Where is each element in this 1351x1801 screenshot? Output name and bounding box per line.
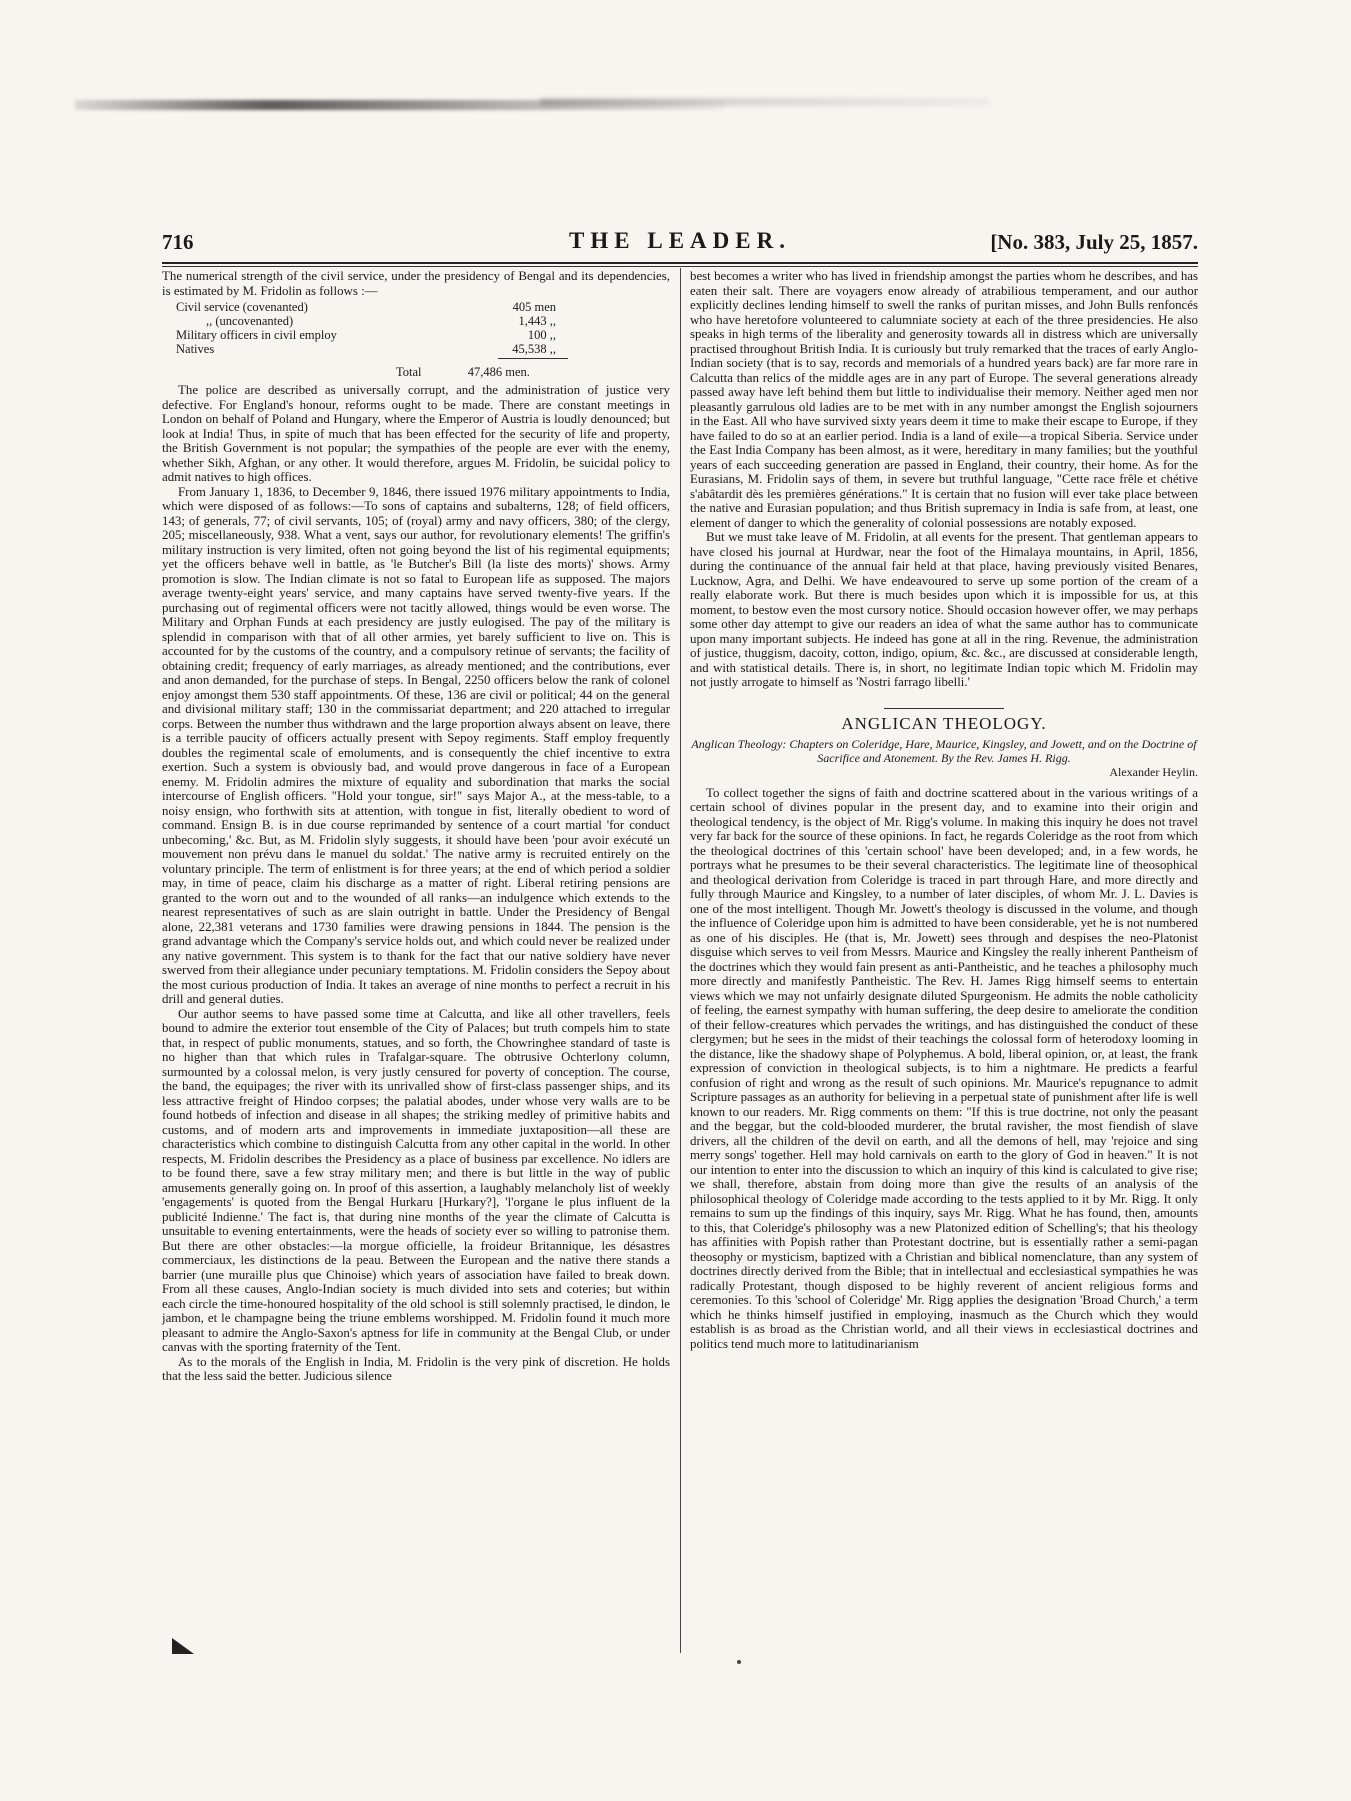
paragraph: From January 1, 1836, to December 9, 1846, there issued 1976 military appointments to India, which were disposed of as follows:—To sons of captains and subalterns, 128; of field officers, 143; of generals, 77; of civil servants, 105; of (royal) army and navy officers, 380; of the clergy, 205; miscellaneously, 938. What a vent, says our author, for revolutionary elements! The griffin's military instruction is very limited, often not going beyond the list of his regimental equipments; yet the officers behave well in battle, as 'le Butcher's Bill (la liste des morts)' shows. Army promotion is slow. The Indian climate is not so fatal to European life as supposed. The majors average twenty-eight years' service, and many captains have served twenty-five years. If the purchasing out of regimental officers were not tacitly allowed, things would be even worse. The Military and Orphan Funds at each presidency are justly eulogised. The pay of the military is splendid in comparison with that of all other armies, yet barely sufficient to live on. This is accounted for by the customs of the country, and a compulsory retinue of servants; the facility of obtaining credit; frequency of early marriages, as already mentioned; and the contributions, ever and anon demanded, for the purchase of steps. In Bengal, 2250 officers below the rank of colonel enjoy amongst them 530 staff appointments. Of these, 136 are civil or political; 44 on the general and divisional military staff; 130 in the commissariat department; and 220 attached to irregular corps. Between the number thus withdrawn and the large proportion always absent on leave, there is a terrible paucity of officers actually present with Sepoy regiments. Staff employ frequently doubles the regimental scale of emoluments, and is consequently the chief incentive to extra exertion. Such a system is obviously bad, and would prove dangerous in face of a European enemy. M. Fridolin admires the mixture of equality and subordination that marks the social intercourse of English officers. "Hold your tongue, sir!" says Major A., at the mess-table, to a noisy ensign, who forthwith sits at attention, with tongue in fist, literally obedient to word of command. Ensign B. is in due course reprimanded by sentence of a court martial 'for conduct unbecoming,' &c. But, as M. Fridolin slyly suggests, it should have been 'pour avoir exécuté un mouvement non prévu dans le manuel du soldat.' The native army is recruited entirely on the voluntary principle. The term of enlistment is for three years; at the end of which period a soldier may, in time of peace, claim his discharge as a matter of right. Liberal retiring pensions are granted to the worn out and to the wounded of all ranks—an indulgence which extends to the nearest representatives of such as are slain outright in battle. Under the Presidency of Bengal alone, 22,381 veterans and 1730 families were drawing pensions in 1844. The pension is the grand advantage which the Company's service holds out, and which could never be realized under any native government. This system is to thank for the fact that our native soldiery have never swerved from their allegiance under pecuniary temptations. M. Fridolin considers the Sepoy about the most curious production of India. It takes an average of nine months to perfect a recruit in his drill and general duties. (162, 484, 670, 1006)
margin-mark-icon (170, 1636, 196, 1656)
stats-total (396, 365, 670, 379)
page-number: 716 (162, 230, 194, 254)
column-divider (680, 268, 681, 1653)
stats-table (176, 300, 670, 379)
stats-label: Civil service (covenanted) (176, 300, 308, 314)
stats-label: Military officers in civil employ (176, 328, 337, 342)
masthead: THE LEADER. (569, 228, 791, 253)
stats-value: 100 ,, (527, 328, 556, 342)
review-reference: Anglican Theology: Chapters on Coleridge, Hare, Maurice, Kingsley, and Jowett, and on the Doctrine of Sacrifice and Atonement. By the Rev. James H. Rigg. (691, 737, 1197, 765)
stats-value: 1,443 ,, (518, 314, 556, 328)
section-title: ANGLICAN THEOLOGY. (841, 713, 1047, 733)
paragraph: But we must take leave of M. Fridolin, at all events for the present. That gentleman appears to have closed his journal at Hurdwar, near the foot of the Himalaya mountains, in April, 1856, during the continuance of the annual fair held at that place, having previously visited Benares, Lucknow, Agra, and Delhi. We have endeavoured to serve up some portion of the cream of a really elaborate work. But there is much besides upon which it is impossible for us, at this moment, to bestow even the most cursory notice. Should occasion however offer, we may perhaps some other day attempt to give our readers an idea of what the same author has to communicate upon many important subjects. He indeed has gone at all in the ring. Revenue, the administration of justice, thuggism, dacoity, cotton, indigo, opium, &c. &c., are discussed at considerable length, and with statistical details. There is, in short, no legitimate Indian topic which M. Fridolin may not justly arrogate to himself as 'Nostri farrago libelli.' (690, 530, 1198, 689)
section-rule (884, 708, 1004, 709)
left-column (162, 269, 670, 1384)
paragraph: best becomes a writer who has lived in friendship amongst the parties whom he describes, and has eaten their salt. There are voyagers enow already of atrabilious temperament, and our author explicitly declines lending himself to swell the ranks of puritan misses, and John Bulls renfoncés who have heretofore volunteered to calumniate society at each of the three presidencies. He also speaks in high terms of the liberality and generosity towards all in distress which are universally practised throughout British India. It is curiously but truly remarked that the traces of early Anglo-Indian society (that is to say, records and memorials of a hundred years back) are far more rare in Calcutta than relics of the middle ages are in any part of Europe. The several generations already passed away have left behind them but little to individualise their memory. Neither aged men nor pleasantly garrulous old ladies are to be met with in any number amongst the English sojourners in the East. All who have survived sixty years deem it time to make their escape to Europe, if they have failed to do so at an earlier period. India is a land of exile—a tropical Siberia. Service under the East India Company has been almost, as it were, hereditary in many families; but the youthful years of each succeeding generation are passed in England, their country, their home. As for the Eurasians, M. Fridolin says of them, in severe but truthful language, "Cette race frêle et chétive s'abâtardit dès les premières générations." It is certain that no fusion will ever take place between the native and Eurasian population; and thus British supremacy in India is safe from, at least, one element of danger to which the generality of colonial possessions are notably exposed. (690, 269, 1198, 530)
stats-row (176, 328, 556, 342)
stats-row (176, 314, 556, 328)
paragraph: As to the morals of the English in India, M. Fridolin is the very pink of discretion. He holds that the less said the better. Judicious silence (162, 1354, 670, 1383)
scan-artifact-faint (540, 98, 990, 106)
review-publisher: Alexander Heylin. (1109, 765, 1198, 779)
stats-label: Natives (176, 342, 215, 356)
paragraph: To collect together the signs of faith and doctrine scattered about in the various writings of a certain school of divines popular in the present day, and to examine into their origin and theological tendency, is the object of Mr. Rigg's volume. In making this inquiry he does not travel very far back for the source of these opinions. In fact, he regards Coleridge as the root from which the theological doctrines of this 'certain school' have been developed; and, in a few words, he portrays what he presumes to be their several characteristics. The legitimate line of theosophical and theological derivation from Coleridge is traced in part through Hare, and more directly and fully through Maurice and Kingsley, to a number of later disciples, of whom Mr. J. L. Davies is one of the most intelligent. Though Mr. Jowett's theology is discussed in the volume, and though the influence of Coleridge upon him is admitted to have been considerable, yet he is not numbered as one of his disciples. He (that is, Mr. Jowett) sees through and despises the neo-Platonist disguise which serves to veil from Messrs. Maurice and Kingsley the really inherent Pantheism of the doctrines which they would fain present as anti-Pantheistic, and he teaches a philosophy much more directly and manifestly Pantheistic. The Rev. H. James Rigg himself seems to entertain views which we may not unfairly designate diluted Spurgeonism. He admits the noble catholicity of feeling, the earnest sympathy with human suffering, the deep desire to ameliorate the condition of their fellow-creatures which pervades the writings, and has distinguished the conduct of these clergymen; but he sees in the midst of their teachings the colossal form of heterodoxy looming in the distance, like the shadowy shape of Polyphemus. A bold, liberal opinion, or, at least, the frank expression of conviction in theological subjects, is to him a nightmare. He predicts a fearful confusion of right and wrong as the result of such opinions. Mr. Maurice's repugnance to admit Scripture passages as an authority for believing in a perpetual state of punishment after life is well known to our readers. Mr. Rigg comments on them: "If this is true doctrine, not only the peasant and the beggar, but the cold-blooded murderer, the brutal ravisher, the most fiendish of slave drivers, all the children of the devil on earth, and all the demons of hell, may 'rejoice and sing merry songs' together. Hell may hold carnivals on earth to the glory of God in heaven." It is not our intention to enter into the discussion to which an inquiry of this kind is calculated to give rise; we shall, therefore, abstain from doing more than give the results of an analysis of the philosophical theology of Coleridge made according to the tests applied to it by Mr. Rigg. It only remains to sum up the findings of this inquiry, says Mr. Rigg. What he has found, then, amounts to this, that Coleridge's philosophy was a new Platonized edition of Schelling's; that his theology has affinities with Popish rather than Protestant doctrine, but is essentially rather a semi-pagan theosophy or mysticism, baptized with a Christian and biblical nomenclature, than any system of doctrines directly derived from the Bible; that in intellectual and ecclesiastical sympathies he was radically Protestant, though disposed to be highly reverent of ancient religious forms and ceremonies. To this 'school of Coleridge' Mr. Rigg applies the designation 'Broad Church,' a term which he thinks himself justified in employing, inasmuch as the Church which they would establish is as broad as the Christian world, and all their views in ecclesiastical doctrines and politics tend much more to latitudinarianism (690, 785, 1198, 1351)
stats-row (176, 300, 556, 314)
stats-row (176, 342, 556, 356)
stats-value: 405 men (512, 300, 556, 314)
issue-info: [No. 383, July 25, 1857. (990, 230, 1198, 254)
ink-dot (737, 1660, 741, 1664)
paragraph: Our author seems to have passed some time at Calcutta, and like all other travellers, feels bound to admire the exterior tout ensemble of the City of Palaces; but truth compels him to state that, in respect of public monuments, statues, and so forth, the Chowringhee standard of taste is no higher than that which rules in Trafalgar-square. The obtrusive Ochterlony column, surmounted by a colossal melon, is very justly censured for poverty of conception. The course, the band, the equipages; the river with its unrivalled show of first-class passenger ships, and its less attractive freight of Hindoo corpses; the palatial abodes, under whose very walls are to be found hotbeds of infection and disease in all shapes; the striking medley of primitive habits and customs, and of modern arts and improvements in immediate juxtaposition—all these are characteristics which combine to distinguish Calcutta from any other capital in the world. In other respects, M. Fridolin describes the Presidency as a place of business par excellence. No idlers are to be found there, save a few stray military men; and there is but little in the way of public amusements generally going on. In proof of this assertion, a laughably melancholy list of weekly 'engagements' is quoted from the Bengal Hurkaru [Hurkary?], 'l'organe le plus influent de la publicité Indienne.' The fact is, that during nine months of the year the climate of Calcutta is unsuitable to evening entertainments, were the heads of society ever so willing to patronise them. But there are other obstacles:—la morgue officielle, la froideur Britannique, les désastres commerciaux, les distinctions de la peau. Between the European and the native there stands a barrier (une muraille plus que Chinoise) which years of association have failed to break down. From all these causes, Anglo-Indian society is much divided into sets and coteries; but within each circle the time-honoured hospitality of the old school is still solemnly practised, le dindon, le jambon, et le champagne being the triune emblems worshipped. M. Fridolin found it much more pleasant to admire the Anglo-Saxon's aptness for life in community at the Bengal Club, or under canvas with the sporting fraternity of the Tent. (162, 1006, 670, 1354)
paragraph: The numerical strength of the civil service, under the presidency of Bengal and its dependencies, is estimated by M. Fridolin as follows :— (162, 269, 670, 298)
page-header (162, 226, 1198, 262)
paragraph: The police are described as universally corrupt, and the administration of justice very defective. For England's honour, reforms ought to be made. There are constant meetings in London on behalf of Poland and Hungary, where the Emperor of Austria is loudly denounced; but look at India! Thus, in spite of much that has been effected for the security of life and property, the British Government is not popular; the sympathies of the people are ever with the enemy, whether Sikh, Afghan, or any other. It would therefore, argues M. Fridolin, be suicidal policy to admit natives to high offices. (162, 383, 670, 484)
header-rule-thin (162, 266, 1198, 267)
header-rule (162, 262, 1198, 264)
stats-label: ,, (uncovenanted) (206, 314, 294, 328)
right-column (690, 269, 1198, 1351)
total-label: Total (396, 365, 422, 379)
total-value: 47,486 men. (467, 365, 530, 379)
total-rule (498, 358, 568, 359)
stats-value: 45,538 ,, (512, 342, 556, 356)
